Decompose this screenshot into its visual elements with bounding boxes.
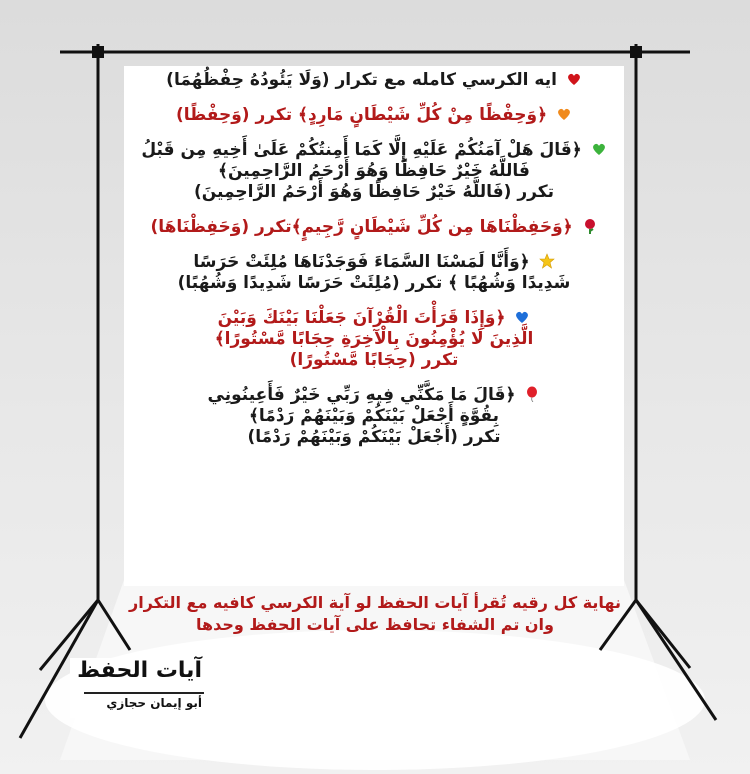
closing-note-line: نهاية كل رقيه تُقرأ آيات الحفظ لو آية الكرسي كافيه مع التكرار xyxy=(128,593,622,612)
title-divider xyxy=(84,692,204,694)
card-title: آيات الحفظ xyxy=(77,658,202,683)
signature-card xyxy=(70,658,208,718)
verse-line: ﴿قَالَ هَلْ آمَنُكُمْ عَلَيْهِ إِلَّا كَمَا أَمِنتُكُمْ عَلَىٰ أَخِيهِ مِن قَبْلُ xyxy=(141,140,582,160)
verse-mulet-harasan xyxy=(124,252,624,294)
verse-line: ايه الكرسي كامله مع تكرار (وَلَا يَئُودُهُ حِفْظُهُمَا) xyxy=(166,70,557,90)
verses-list xyxy=(124,70,624,462)
verse-line: بِقُوَّةٍ أَجْعَلْ بَيْنَكُمْ وَبَيْنَهُمْ رَدْمًا﴾ xyxy=(248,406,500,426)
verse-line: ﴿وَحَفِظْنَاهَا مِن كُلِّ شَيْطَانٍ رَّجِيمٍ﴾تكرر (وَحَفِظْنَاهَا) xyxy=(150,217,573,237)
verse-line: ﴿وَإِذَا قَرَأْتَ الْقُرْآنَ جَعَلْنَا بَيْنَكَ وَبَيْنَ xyxy=(217,308,506,328)
verse-hafiznaha xyxy=(124,217,624,238)
verse-line: فَاللَّهُ خَيْرٌ حَافِظًا وَهُوَ أَرْحَمُ الرَّاحِمِينَ﴾ xyxy=(218,161,530,181)
author-name: أبو إيمان حجازي xyxy=(106,696,202,710)
orange-heart-icon xyxy=(556,106,572,122)
verse-line: تكرر (أَجْعَلْ بَيْنَكُمْ وَبَيْنَهُمْ رَدْمًا) xyxy=(247,427,501,447)
verse-khayrun-hafiza xyxy=(124,140,624,203)
rose-icon xyxy=(582,218,598,234)
verse-hifzan xyxy=(124,105,624,126)
verse-line: ﴿وَأَنَّا لَمَسْنَا السَّمَاءَ فَوَجَدْنَاهَا مُلِئَتْ حَرَسًا xyxy=(193,252,530,272)
verse-radma xyxy=(124,385,624,448)
blue-heart-icon xyxy=(514,309,530,325)
verse-line: تكرر (حِجَابًا مَّسْتُورًا) xyxy=(289,350,459,370)
verse-ayat-al-kursi xyxy=(124,70,624,91)
balloon-icon xyxy=(524,386,540,402)
verse-line: شَدِيدًا وَشُهُبًا ﴾ تكرر (مُلِئَتْ حَرَسًا شَدِيدًا وَشُهُبًا) xyxy=(177,273,571,293)
star-icon xyxy=(539,253,555,269)
verse-line: الَّذِينَ لَا يُؤْمِنُونَ بِالْآخِرَةِ حِجَابًا مَّسْتُورًا﴾ xyxy=(214,329,534,349)
verse-hijaban-mastura xyxy=(124,308,624,371)
closing-note xyxy=(100,592,650,636)
green-heart-icon xyxy=(591,141,607,157)
verse-line: تكرر (فَاللَّهُ خَيْرٌ حَافِظًا وَهُوَ أَرْحَمُ الرَّاحِمِينَ) xyxy=(193,182,554,202)
closing-note-line: وان تم الشفاء تحافظ على آيات الحفظ وحدها xyxy=(196,615,554,634)
verse-line: ﴿قَالَ مَا مَكَّنِّي فِيهِ رَبِّي خَيْرٌ فَأَعِينُونِي xyxy=(207,385,516,405)
red-heart-icon xyxy=(566,71,582,87)
verse-line: ﴿وَحِفْظًا مِنْ كُلِّ شَيْطَانٍ مَارِدٍ﴾ تكرر (وَحِفْظًا) xyxy=(176,105,548,125)
